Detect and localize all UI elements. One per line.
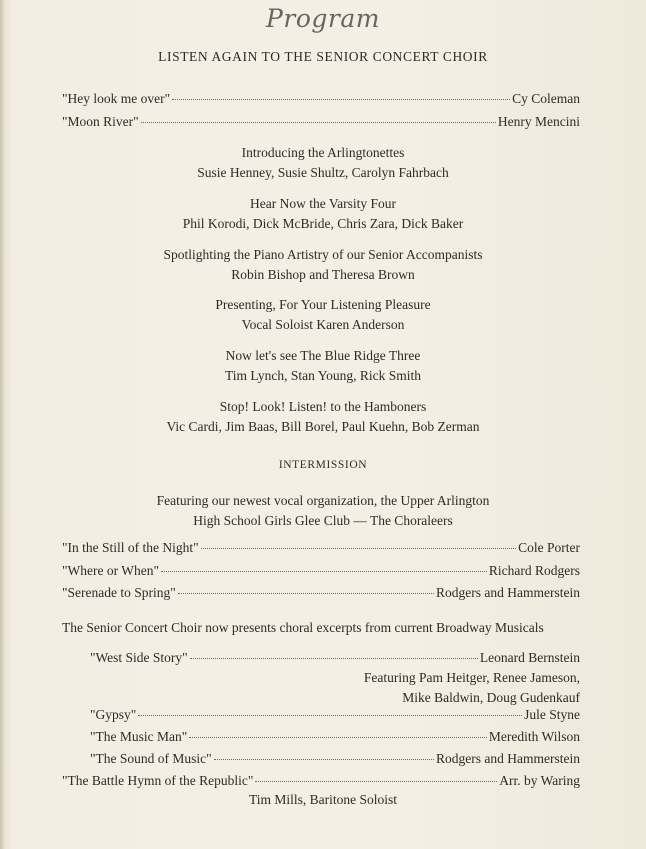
- dot-leader: [201, 548, 516, 549]
- featuring-line-1: Featuring Pam Heitger, Renee Jameson,: [363, 670, 580, 685]
- dot-leader: [178, 593, 434, 594]
- group-heading: Introducing the Arlingtonettes: [241, 145, 405, 160]
- song-row: [62, 114, 580, 130]
- song-row: [62, 563, 580, 579]
- song-title: "The Sound of Music": [90, 751, 212, 766]
- song-title: "The Music Man": [90, 729, 188, 744]
- song-credit: Meredith Wilson: [488, 729, 580, 744]
- song-credit: Cole Porter: [518, 540, 580, 555]
- dot-leader: [214, 759, 434, 760]
- song-title: "Serenade to Spring": [62, 585, 176, 600]
- dot-leader: [255, 781, 497, 782]
- group-heading: Spotlighting the Piano Artistry of our Senior Accompanists: [163, 247, 483, 262]
- group-block: [0, 245, 646, 285]
- song-credit: Arr. by Waring: [499, 773, 580, 788]
- broadway-intro: [62, 620, 544, 636]
- song-title: "The Battle Hymn of the Republic": [62, 773, 254, 788]
- dot-leader: [189, 737, 487, 738]
- song-credit: Cy Coleman: [512, 91, 580, 106]
- song-credit: Jule Styne: [524, 707, 580, 722]
- song-row: [62, 91, 580, 107]
- song-credit: Richard Rodgers: [488, 563, 580, 578]
- group-heading: Now let's see The Blue Ridge Three: [225, 348, 421, 363]
- song-title: "Moon River": [62, 114, 139, 129]
- dot-leader: [138, 715, 522, 716]
- dot-leader: [141, 122, 496, 123]
- song-title: "Gypsy": [90, 707, 137, 722]
- group-block: [0, 397, 646, 437]
- group-members: Susie Henney, Susie Shultz, Carolyn Fahrbach: [197, 165, 449, 180]
- intermission-label: INTERMISSION: [278, 459, 368, 471]
- group-members: Phil Korodi, Dick McBride, Chris Zara, Dick Baker: [182, 216, 464, 231]
- group-members: Tim Lynch, Stan Young, Rick Smith: [224, 368, 422, 383]
- song-credit: Henry Mencini: [497, 114, 580, 129]
- group-members: Robin Bishop and Theresa Brown: [231, 267, 415, 282]
- glee-line-1: Featuring our newest vocal organization, the Upper Arlington: [156, 493, 490, 508]
- featuring-block: [364, 668, 580, 708]
- program-subtitle: LISTEN AGAIN TO THE SENIOR CONCERT CHOIR: [158, 49, 488, 64]
- song-credit: Rodgers and Hammerstein: [436, 751, 580, 766]
- group-members: Vic Cardi, Jim Baas, Bill Borel, Paul Kuehn, Bob Zerman: [166, 419, 480, 434]
- song-row: [62, 585, 580, 601]
- dot-leader: [172, 99, 510, 100]
- song-title: "West Side Story": [90, 650, 188, 665]
- song-row: [90, 707, 580, 723]
- glee-line-2: High School Girls Glee Club — The Choraleers: [193, 513, 453, 528]
- glee-club-block: [0, 491, 646, 531]
- program-title: Program: [266, 4, 380, 33]
- soloist-text: Tim Mills, Baritone Soloist: [248, 792, 398, 807]
- song-row: [90, 751, 580, 767]
- featuring-line-2: Mike Baldwin, Doug Gudenkauf: [402, 690, 580, 705]
- song-row: [62, 773, 580, 789]
- group-block: [0, 346, 646, 386]
- song-row: [62, 540, 580, 556]
- group-heading: Hear Now the Varsity Four: [250, 196, 396, 211]
- group-block: [0, 295, 646, 335]
- broadway-intro-text: The Senior Concert Choir now presents choral excerpts from current Broadway Musicals: [62, 620, 544, 635]
- song-title: "Where or When": [62, 563, 159, 578]
- group-heading: Presenting, For Your Listening Pleasure: [215, 297, 431, 312]
- soloist-line: [0, 790, 646, 810]
- dot-leader: [190, 658, 478, 659]
- group-heading: Stop! Look! Listen! to the Hamboners: [219, 399, 427, 414]
- song-credit: Rodgers and Hammerstein: [436, 585, 580, 600]
- song-title: "Hey look me over": [62, 91, 171, 106]
- song-credit: Leonard Bernstein: [479, 650, 580, 665]
- song-row: [90, 650, 580, 666]
- dot-leader: [161, 571, 487, 572]
- group-members: Vocal Soloist Karen Anderson: [241, 317, 405, 332]
- song-row: [90, 729, 580, 745]
- group-block: [0, 194, 646, 234]
- group-block: [0, 143, 646, 183]
- song-title: "In the Still of the Night": [62, 540, 199, 555]
